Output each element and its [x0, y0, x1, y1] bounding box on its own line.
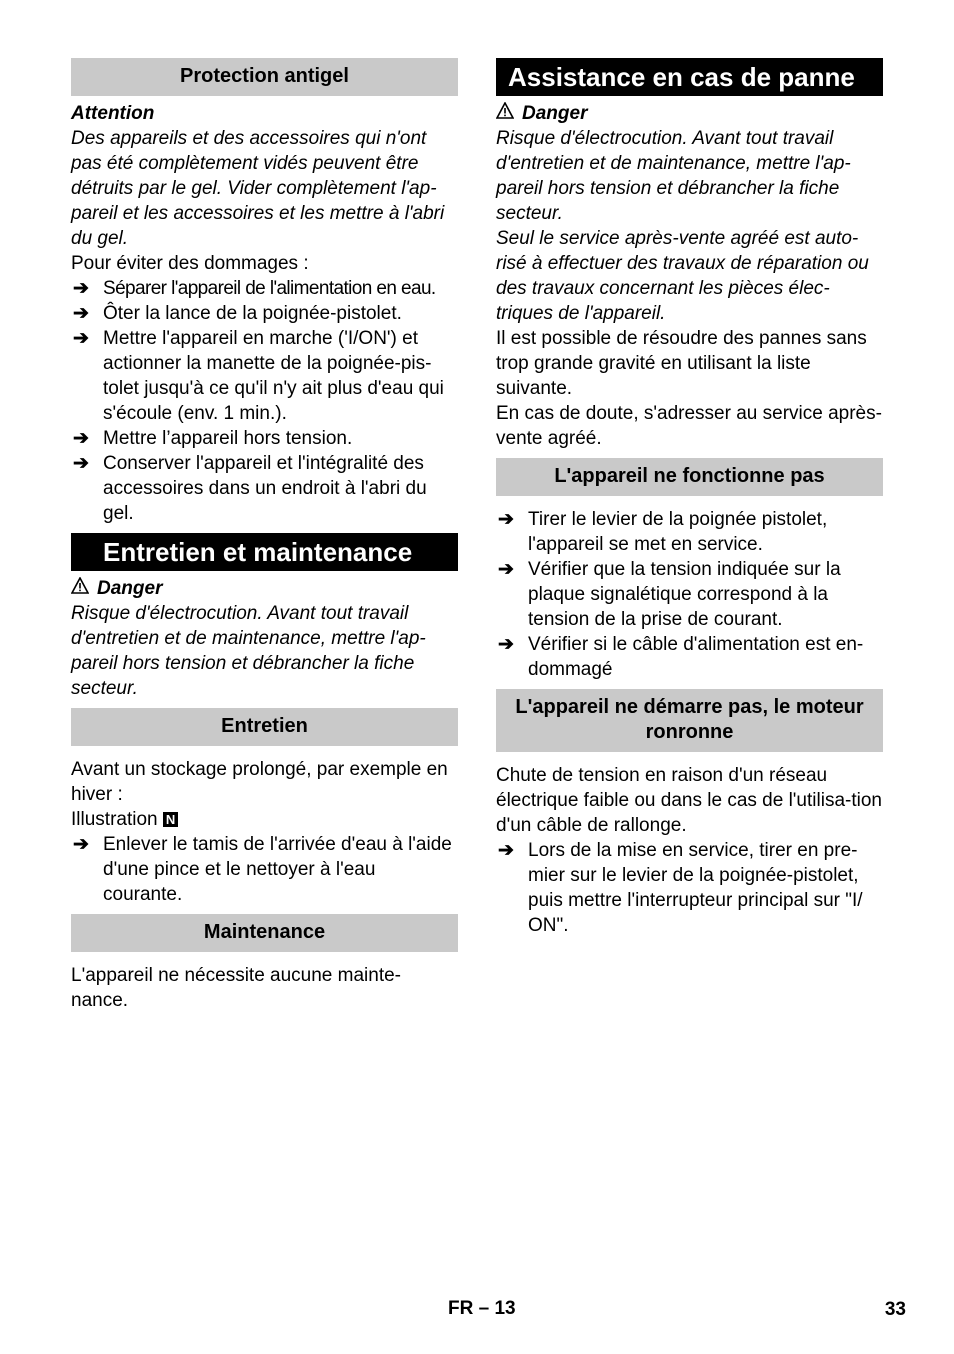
- step-text: Vérifier si le câble d'alimentation est en-dommagé: [528, 634, 864, 680]
- arrow-right-icon: ➔: [498, 509, 514, 530]
- warning-triangle-icon: [71, 576, 91, 601]
- arrow-right-icon: ➔: [498, 559, 514, 580]
- attention-label: Attention: [71, 103, 155, 124]
- list-item: [71, 832, 458, 907]
- arrow-right-icon: ➔: [73, 278, 89, 299]
- step-text: Mettre l'appareil en marche ('I/ON') et actionner la manette de la poignée-pis-tolet jusqu'à ce qu'il n'y ait plus d'eau qui s'écoule (env. 1 min.).: [103, 328, 444, 424]
- illustration-label: Illustration: [71, 809, 158, 830]
- danger-label: [496, 101, 883, 126]
- danger-text-1: Risque d'électrocution. Avant tout travail d'entretien et de maintenance, mettre l'ap-pareil hors tension et débrancher la fiche secteur.: [496, 128, 851, 224]
- maintenance-text: L'appareil ne nécessite aucune mainte-nance.: [71, 965, 402, 1011]
- ne-demarre-pas-text: Chute de tension en raison d'un réseau électrique faible ou dans le cas de l'utilisa-tion d'un câble de rallonge.: [496, 765, 882, 836]
- list-item: [71, 301, 458, 326]
- ne-demarre-pas-steps: [496, 838, 883, 938]
- danger-label-text: Danger: [97, 578, 163, 599]
- ne-fonctionne-pas-heading: L'appareil ne fonctionne pas: [496, 458, 883, 496]
- ne-fonctionne-pas-steps: [496, 507, 883, 682]
- assistance-text-1: Il est possible de résoudre des pannes sans trop grande gravité en utilisant la liste suivante.: [496, 328, 867, 399]
- page-number: 33: [884, 1299, 906, 1320]
- right-column: [496, 58, 883, 938]
- assistance-heading: Assistance en cas de panne: [496, 58, 883, 96]
- list-item: [71, 426, 458, 451]
- entretien-steps: [71, 832, 458, 907]
- list-item: [496, 632, 883, 682]
- warning-triangle-icon: [496, 101, 516, 126]
- maintenance-heading: Maintenance: [71, 914, 458, 952]
- step-text: Vérifier que la tension indiquée sur la plaque signalétique correspond à la tension de la prise de courant.: [528, 559, 841, 630]
- protection-antigel-heading: Protection antigel: [71, 58, 458, 96]
- left-column: [71, 58, 458, 1013]
- list-item: [496, 838, 883, 938]
- list-item: [71, 276, 458, 301]
- arrow-right-icon: ➔: [73, 834, 89, 855]
- attention-text: Des appareils et des accessoires qui n'ont pas été complètement vidés peuvent être détruits par le gel. Vider complètement l'ap-pareil et les accessoires et les mettre à l'abri du gel.: [71, 128, 445, 249]
- illustration-letter: N: [163, 812, 178, 827]
- step-text: Conserver l'appareil et l'intégralité des accessoires dans un endroit à l'abri du gel.: [103, 453, 427, 524]
- footer-section-ref: FR – 13: [448, 1298, 516, 1319]
- danger-label: [71, 576, 458, 601]
- entretien-maintenance-heading: Entretien et maintenance: [71, 533, 458, 571]
- arrow-right-icon: ➔: [73, 328, 89, 349]
- list-item: [496, 557, 883, 632]
- arrow-right-icon: ➔: [73, 303, 89, 324]
- step-text: Mettre l’appareil hors tension.: [103, 428, 353, 449]
- step-text: Séparer l'appareil de l'alimentation en eau.: [103, 278, 436, 299]
- entretien-intro: Avant un stockage prolongé, par exemple en hiver :: [71, 759, 448, 805]
- arrow-right-icon: ➔: [73, 428, 89, 449]
- arrow-right-icon: ➔: [498, 634, 514, 655]
- list-item: [71, 451, 458, 526]
- step-text: Tirer le levier de la poignée pistolet, l'appareil se met en service.: [528, 509, 828, 555]
- danger-label-text: Danger: [522, 103, 588, 124]
- step-text: Ôter la lance de la poignée-pistolet.: [103, 303, 402, 324]
- danger-text: Risque d'électrocution. Avant tout travail d'entretien et de maintenance, mettre l'ap-pareil hors tension et débrancher la fiche secteur.: [71, 603, 426, 699]
- protection-intro: Pour éviter des dommages :: [71, 253, 309, 274]
- assistance-text-2: En cas de doute, s'adresser au service après-vente agréé.: [496, 403, 882, 449]
- list-item: [496, 507, 883, 557]
- entretien-heading: Entretien: [71, 708, 458, 746]
- danger-text-2: Seul le service après-vente agréé est auto-risé à effectuer des travaux de réparation ou des travaux concernant les pièces élec-triques de l'appareil.: [496, 228, 869, 324]
- ne-demarre-pas-heading: L'appareil ne démarre pas, le moteur ronronne: [496, 689, 883, 752]
- arrow-right-icon: ➔: [73, 453, 89, 474]
- illustration-ref: [71, 807, 458, 832]
- step-text: Enlever le tamis de l'arrivée d'eau à l'aide d'une pince et le nettoyer à l'eau courante.: [103, 834, 452, 905]
- arrow-right-icon: ➔: [498, 840, 514, 861]
- step-text: Lors de la mise en service, tirer en pre-mier sur le levier de la poignée-pistolet, puis mettre l'interrupteur principal sur "I/ ON".: [528, 840, 863, 936]
- list-item: [71, 326, 458, 426]
- protection-steps: [71, 276, 458, 526]
